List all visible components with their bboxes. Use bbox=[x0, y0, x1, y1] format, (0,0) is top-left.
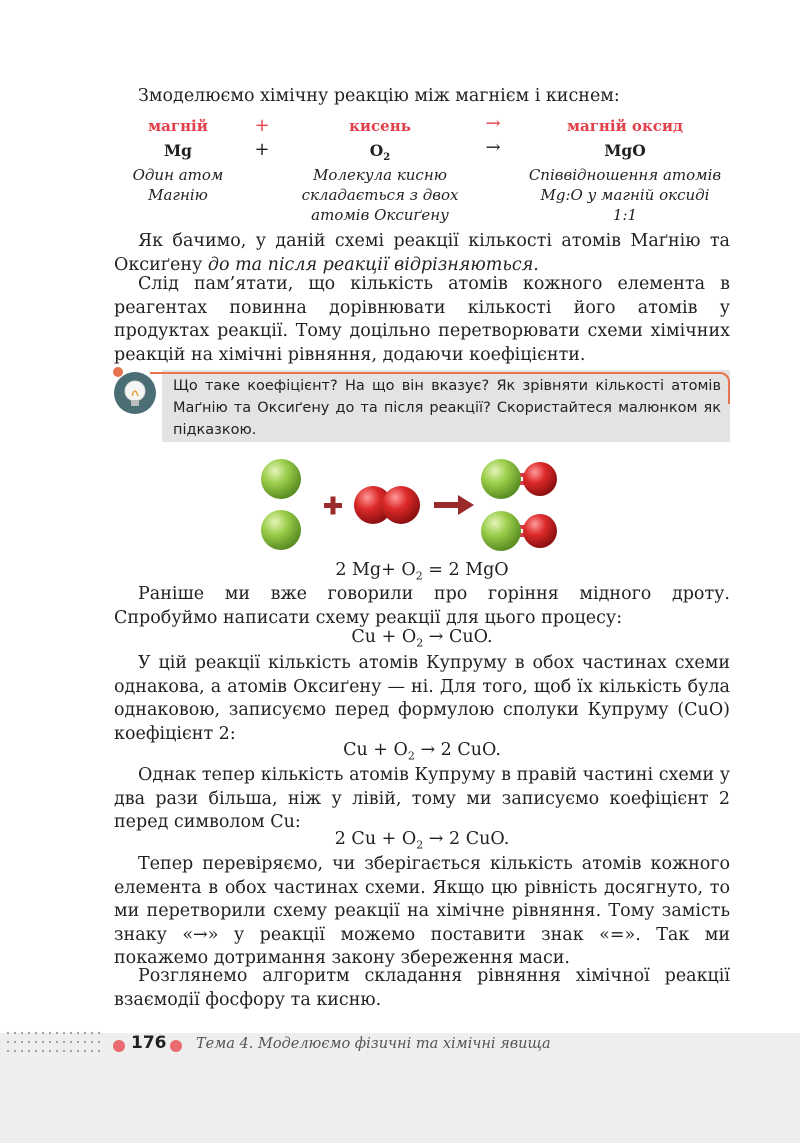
page-number: 176 bbox=[131, 1033, 167, 1053]
intro-text: Змоделюємо хімічну реакцію між магнієм і киснем: bbox=[138, 86, 620, 106]
mg-atom-1 bbox=[261, 459, 301, 499]
page-number-dot-right bbox=[170, 1040, 182, 1052]
equation-cu-scheme: $Cu + O_2$ → CuO. bbox=[351, 627, 493, 650]
note-o2: Молекула кисню складається з двох атомів Оксиґену bbox=[301, 166, 459, 224]
plus-sign-red: + bbox=[254, 115, 270, 136]
reactant-name-magnesium: магній bbox=[148, 117, 208, 135]
arrow: → bbox=[485, 137, 501, 158]
note-mg: Один атом Магнію bbox=[132, 166, 224, 204]
lightbulb-icon bbox=[114, 372, 156, 414]
paragraph-3: Раніше ми вже говорили про горіння мідного дроту. Спробуймо написати схему реакції для цього процесу: bbox=[114, 584, 730, 628]
plus-symbol bbox=[324, 497, 342, 515]
equation-cu-coef: $Cu + O_2 \to 2$ CuO. bbox=[343, 740, 501, 763]
paragraph-1: Як бачимо, у даній схемі реакції кількості атомів Маґнію та Оксиґену до та після реакції відрізняються. bbox=[114, 231, 730, 275]
product-name-magnesium-oxide: магній оксид bbox=[566, 117, 684, 135]
mgo-molecule-2 bbox=[481, 511, 557, 551]
reaction-molecules-illustration bbox=[258, 455, 558, 555]
paragraph-2: Слід пам’ятати, що кількість атомів кожного елемента в реагентах повинна дорівнювати кількості його атомів у продуктах реакції. Тому доцільно перетворювати схеми хімічних реакцій на хімічні рівняння, додаючи коефіцієнти. bbox=[114, 274, 730, 365]
plus-sign: + bbox=[254, 139, 270, 160]
formula-mg: Mg bbox=[164, 141, 192, 160]
formula-mgo: MgO bbox=[604, 141, 646, 160]
reactant-name-oxygen: кисень bbox=[349, 117, 411, 135]
reaction-arrow bbox=[434, 495, 474, 515]
formula-o2: $O_2$ bbox=[369, 141, 391, 164]
mgo-molecule-1 bbox=[481, 459, 557, 499]
mg-atom-2 bbox=[261, 510, 301, 550]
question-text: Що таке коефіцієнт? На що він вказує? Як зрівняти кількості атомів Маґнію та Оксиґену до та після реакції? Скористайтеся малюнком як підказкою. bbox=[173, 378, 721, 438]
chapter-topic: Тема 4. Моделюємо фізичні та хімічні явища bbox=[196, 1036, 551, 1052]
page-number-dot-left bbox=[113, 1040, 125, 1052]
paragraph-6: Тепер перевіряємо, чи зберігається кількість атомів кожного елемента в обох частинах схеми. Якщо цю рівність досягнуто, то ми перетворили схему реакції на хімічне рівняння. Тому замість знаку «→» у реакції можемо поставити знак «=». Так ми покажемо дотримання закону збереження маси. bbox=[114, 854, 730, 968]
arrow-red: → bbox=[485, 113, 501, 134]
paragraph-7: Розглянемо алгоритм складання рівняння хімічної реакції взаємодії фосфору та кисню. bbox=[114, 966, 730, 1010]
paragraph-4: У цій реакції кількість атомів Купруму в обох частинах схеми однакова, а атомів Оксиґену — ні. Для того, щоб їх кількість була однаковою, записуємо перед формулою сполуки Купруму (CuO) коефіцієнт 2: bbox=[114, 653, 730, 744]
note-mgo: Співвідношення атомів Mg:O у магній оксиді 1:1 bbox=[528, 166, 722, 224]
o2-molecule bbox=[354, 486, 420, 524]
equation-cu-balanced: 2 $Cu + O_2 \to 2$ CuO. bbox=[334, 829, 510, 852]
paragraph-5: Однак тепер кількість атомів Купруму в правій частині схеми у два рази більша, ніж у лівій, тому ми записуємо коефіцієнт 2 перед символом Cu: bbox=[114, 765, 730, 832]
equation-mg-o2: 2 $Mg+ O_2 = 2$ MgO bbox=[335, 560, 509, 583]
footer-dot-pattern bbox=[6, 1030, 106, 1056]
